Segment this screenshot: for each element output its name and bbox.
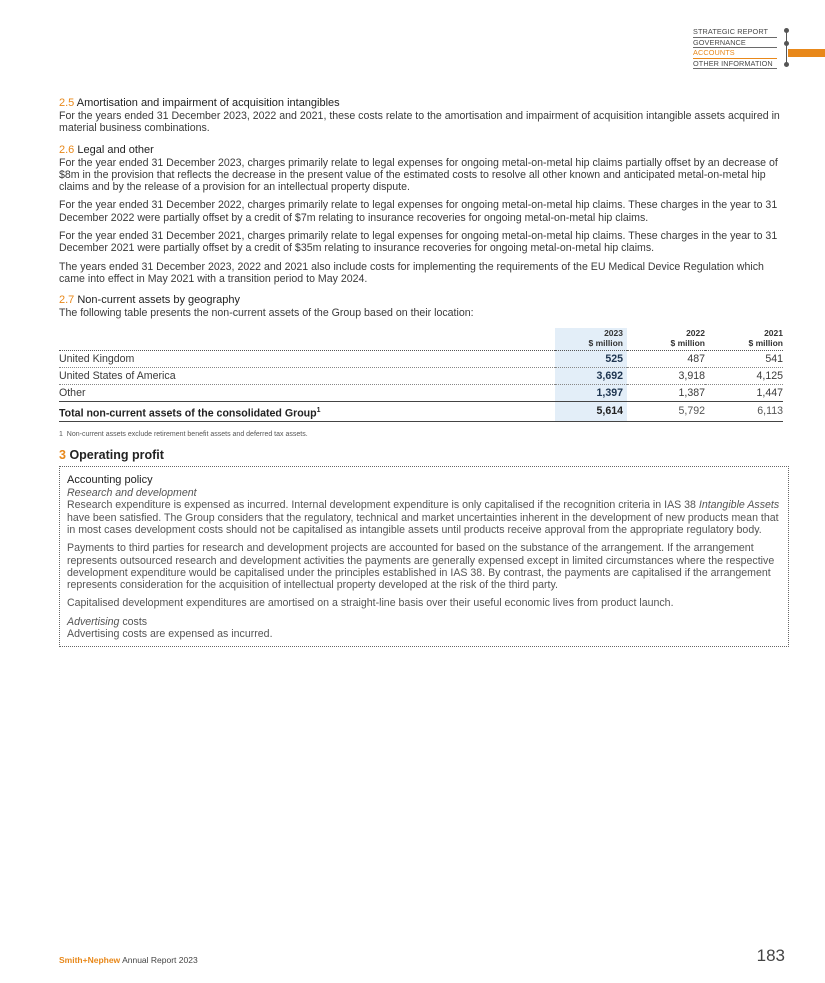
cell-2021: 1,447 (705, 384, 783, 401)
nav-item-other-information[interactable]: OTHER INFORMATION (693, 59, 777, 70)
footnote-marker: 1 (59, 431, 63, 439)
table-row (59, 350, 783, 367)
page-footer (59, 955, 198, 965)
total-2022: 5,792 (627, 401, 705, 422)
header-empty (59, 328, 555, 351)
nav-item-accounts[interactable]: ACCOUNTS (693, 48, 777, 59)
paragraph: Payments to third parties for research and development projects are accounted for based on the substance of the arrangement. If the arrangement represents outsourced research and development activities the payments are generally expensed except in limited circumstances where the respective development expenditure would be capitalised under the principles established in IAS 38. By contrast, the payments are capitalised if the arrangement represents consideration for the acquisition of intellectual property developed at the risk of the third party. (67, 542, 775, 592)
paragraph: The years ended 31 December 2023, 2022 and 2021 also include costs for implementing the requirements of the EU Medical Device Regulation which came into effect in May 2021 with a transition period to May 2024. (59, 260, 764, 285)
total-2021: 6,113 (705, 401, 783, 422)
paragraph (67, 499, 781, 536)
nav-dot (784, 28, 789, 33)
table-row (59, 367, 783, 384)
non-current-assets-table (59, 328, 783, 423)
nav-active-marker (788, 49, 825, 57)
page-content (59, 96, 789, 647)
cell-2021: 541 (705, 350, 783, 367)
text-run: have been satisfied. The Group considers that the regulatory, technical and market uncertainties inherent in the development of new products mean that in most cases development costs should not be capitalised as intangible assets until products receive approval from the appropriate regulatory body. (67, 511, 779, 536)
paragraph: Capitalised development expenditures are amortised on a straight-line basis over their useful economic lives from product launch. (67, 597, 674, 610)
column-unit: $ million (748, 337, 783, 348)
table-header-row (59, 328, 783, 351)
nav-item-governance[interactable]: GOVERNANCE (693, 38, 777, 49)
page-number: 183 (756, 946, 785, 965)
accounting-policy-box (59, 466, 789, 647)
section-2-6-heading (59, 143, 789, 157)
section-title: Operating profit (69, 448, 164, 463)
cell-2023: 1,397 (555, 384, 627, 401)
section-number: 2.6 (59, 143, 75, 156)
column-header-2022 (627, 328, 705, 351)
section-number: 2.5 (59, 97, 75, 109)
nav-dot (784, 62, 789, 67)
section-title: Amortisation and impairment of acquisition intangibles (76, 97, 340, 109)
paragraph: For the year ended 31 December 2022, charges primarily relate to legal expenses for ongoing metal-on-metal hip claims. These charges in the year to 31 December 2022 were partially offset by a credit of $7m relating to insurance recoveries for ongoing metal-on-metal hip claims. (59, 199, 778, 224)
paragraph: For the year ended 31 December 2023, charges primarily relate to legal expenses for ongoing metal-on-metal hip claims partially offset by an decrease of $8m in the provision that reflects the decrease in the present value of the estimated costs to resolve all other known and anticipated metal-on-metal hip claims and by the release of a provision for an intellectual property dispute. (59, 156, 778, 194)
paragraph: The following table presents the non-current assets of the Group based on their location: (59, 307, 474, 320)
section-2-5-heading (59, 96, 789, 110)
row-label: Other (59, 384, 555, 401)
table-row (59, 384, 783, 401)
nav-dot (784, 41, 789, 46)
section-number: 2.7 (59, 294, 75, 307)
rd-subheading: Research and development (67, 487, 197, 500)
column-unit: $ million (588, 337, 623, 348)
column-year: 2022 (686, 327, 705, 338)
text-run: Research expenditure is expensed as incurred. Internal development expenditure is only capitalised if the recognition criteria in IAS 38 (67, 499, 699, 512)
policy-title: Accounting policy (67, 474, 153, 487)
cell-2022: 1,387 (627, 384, 705, 401)
total-2023: 5,614 (555, 401, 627, 422)
text-run: costs (119, 615, 148, 628)
column-header-2023 (555, 328, 627, 351)
text-run-italic: Intangible Assets (698, 499, 780, 512)
column-year: 2023 (604, 327, 623, 338)
brand-name: Smith+Nephew (59, 955, 121, 965)
advertising-subheading (67, 616, 781, 628)
footnote-ref: 1 (316, 406, 321, 414)
cell-2023: 3,692 (555, 367, 627, 384)
section-number: 3 (59, 448, 66, 463)
section-title: Legal and other (77, 143, 154, 156)
column-unit: $ million (670, 337, 705, 348)
paragraph: Advertising costs are expensed as incurred. (67, 628, 273, 641)
footnote-text: Non-current assets exclude retirement benefit assets and deferred tax assets. (66, 431, 308, 439)
paragraph: For the years ended 31 December 2023, 2022 and 2021, these costs relate to the amortisation and impairment of acquisition intangible assets acquired in material business combinations. (59, 110, 780, 135)
report-title: Annual Report 2023 (120, 955, 198, 965)
section-3-heading (59, 448, 789, 462)
cell-2022: 487 (627, 350, 705, 367)
total-label (59, 401, 555, 422)
table-footnote (59, 431, 789, 438)
paragraph: For the year ended 31 December 2021, charges primarily relate to legal expenses for ongoing metal-on-metal hip claims. These charges in the year to 31 December 2021 were partially offset by a credit of $35m relating to insurance recoveries for ongoing metal-on-metal hip claims. (59, 230, 778, 255)
nav-item-strategic-report[interactable]: STRATEGIC REPORT (693, 27, 777, 38)
row-label: United States of America (59, 367, 555, 384)
column-year: 2021 (764, 327, 783, 338)
nav-rail (786, 29, 787, 66)
row-label: United Kingdom (59, 350, 555, 367)
cell-2021: 4,125 (705, 367, 783, 384)
cell-2022: 3,918 (627, 367, 705, 384)
column-header-2021 (705, 328, 783, 351)
total-label-text: Total non-current assets of the consolidated Group (59, 407, 317, 420)
text-run-italic: Advertising (67, 615, 120, 628)
cell-2023: 525 (555, 350, 627, 367)
section-2-7-heading (59, 293, 789, 307)
section-navigation (693, 27, 825, 69)
section-title: Non-current assets by geography (77, 294, 241, 307)
table-total-row (59, 401, 783, 422)
